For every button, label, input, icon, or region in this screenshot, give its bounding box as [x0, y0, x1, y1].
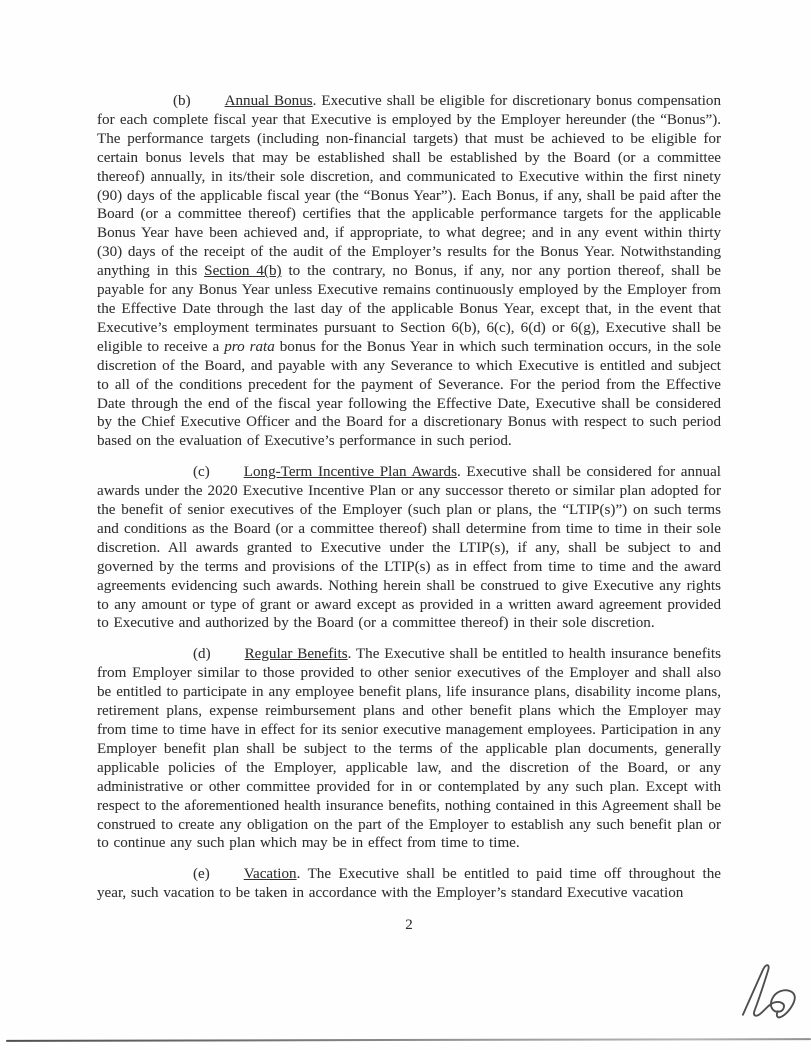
paragraph-heading: Vacation	[243, 866, 297, 883]
text-segment: to the contrary, no Bonus, if any, nor any portion thereof, shall be payable for any Bonus Year unless Executive remains continuously employed by the Employer from the Effective Date through the last day of the applicable Bonus Year, except that, in the event that Executive’s employment terminates pursuant to Section 6(b), 6(c), 6(d) or 6(g), Executive shall be eligible to receive a	[97, 263, 721, 355]
scan-edge-line	[6, 1038, 811, 1042]
paragraph-heading: Regular Benefits	[244, 646, 348, 663]
paragraph-vacation	[97, 865, 721, 903]
paragraph-label: (d)	[193, 646, 211, 663]
paragraph-ltip-awards	[97, 463, 721, 633]
text-segment: . Executive shall be considered for annual awards under the 2020 Executive Incentive Plan or any successor thereto or similar plan adopted for the benefit of senior executives of the Employer (such plan or plans, the “LTIP(s)”) on such terms and conditions as the Board (or a committee thereof) shall determine from time to time in their sole discretion. All awards granted to Executive under the LTIP(s), if any, shall be subject to and governed by the terms and provisions of the LTIP(s) as in effect from time to time and the award agreements evidencing such awards. Nothing herein shall be construed to give Executive any rights to any amount or type of grant or award except as provided in a written award agreement provided to Executive and authorized by the Board (or a committee thereof) in their sole discretion.	[97, 464, 721, 632]
text-segment: . The Executive shall be entitled to paid time off throughout the year, such vacation to be taken in accordance with the Employer’s standard Executive vacation	[97, 866, 721, 902]
text-segment: Section 4(b)	[204, 263, 282, 280]
paragraph-text	[97, 866, 721, 901]
paragraph-heading: Annual Bonus	[224, 93, 313, 109]
paragraph-text	[97, 646, 721, 851]
paragraph-text	[97, 464, 721, 631]
paragraph-label: (e)	[193, 866, 210, 883]
paragraph-regular-benefits	[97, 645, 721, 853]
page-number: 2	[405, 917, 413, 934]
paragraph-text	[97, 93, 721, 449]
paragraph-heading: Long-Term Incentive Plan Awards	[243, 464, 457, 481]
text-segment: . The Executive shall be entitled to health insurance benefits from Employer similar to those provided to other senior executives of the Employer and shall also be entitled to participate in any employee benefit plans, life insurance plans, disability income plans, retirement plans, expense reimbursement plans and other benefit plans which the Employer may from time to time have in effect for its senior executive management employees. Participation in any Employer benefit plan shall be subject to the terms of the applicable plan documents, generally applicable policies of the Employer, applicable law, and the discretion of the Board, or any administrative or other committee provided for in or contemplated by any such plan. Except with respect to the aforementioned health insurance benefits, nothing contained in this Agreement shall be construed to create any obligation on the part of the Employer to establish any such benefit plan or to continue any such plan which may be in effect from time to time.	[97, 646, 722, 852]
document-body	[97, 92, 721, 934]
paragraph-label: (b)	[173, 93, 191, 109]
text-segment: . Executive shall be eligible for discretionary bonus compensation for each complete fiscal year that Executive is employed by the Employer hereunder (the “Bonus”). The performance targets (including non-financial targets) that must be achieved to be eligible for certain bonus levels that may be established shall be established by the Board (or a committee thereof) annually, in its/their sole discretion, and communicated to Executive within the first ninety (90) days of the applicable fiscal year (the “Bonus Year”). Each Bonus, if any, shall be paid after the Board (or a committee thereof) certifies that the applicable performance targets for the applicable Bonus Year have been achieved and, if appropriate, to what degree; and in any event within thirty (30) days of the receipt of the audit of the Employer’s results for the Bonus Year. Notwithstanding anything in this	[97, 93, 721, 280]
paragraph-label: (c)	[193, 464, 210, 481]
paragraph-annual-bonus	[97, 92, 721, 451]
text-segment: pro rata	[224, 338, 275, 355]
text-segment: bonus for the Bonus Year in which such termination occurs, in the sole discretion of the Board, and payable with any Severance to which Executive is entitled and subject to all of the conditions precedent for the payment of Severance. For the period from the Effective Date through the end of the fiscal year following the Effective Date, Executive shall be considered by the Chief Executive Officer and the Board for a discretionary Bonus with respect to such period based on the evaluation of Executive’s performance in such period.	[97, 338, 721, 450]
handwritten-initials-icon	[733, 957, 809, 1026]
